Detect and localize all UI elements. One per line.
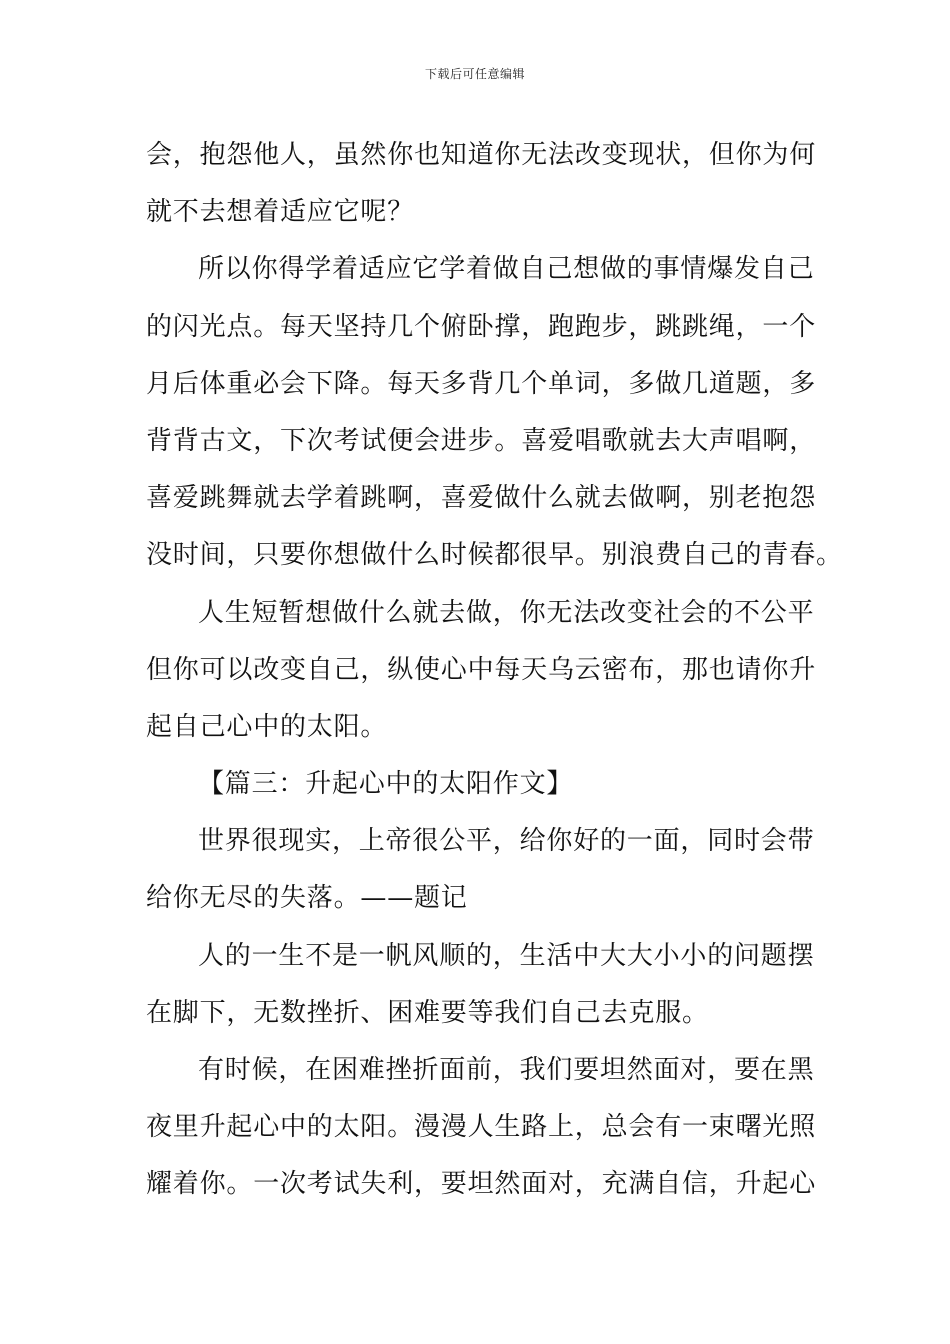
text-line: 月后体重必会下降。每天多背几个单词，多做几道题，多	[146, 368, 817, 399]
text-line: 的闪光点。每天坚持几个俯卧撑，跑跑步，跳跳绳，一个	[146, 311, 817, 342]
paragraph-start-line: 世界很现实，上帝很公平，给你好的一面，同时会带	[198, 826, 815, 857]
text-line: 就不去想着适应它呢？	[146, 197, 415, 228]
text-line: 背背古文，下次考试便会进步。喜爱唱歌就去大声唱啊，	[146, 425, 817, 456]
text-line: 在脚下，无数挫折、困难要等我们自己去克服。	[146, 997, 709, 1028]
page-header: 下载后可任意编辑	[424, 67, 525, 81]
paragraph-start-line: 所以你得学着适应它学着做自己想做的事情爆发自己	[198, 254, 815, 285]
text-line: 没时间，只要你想做什么时候都很早。别浪费自己的青春。	[146, 540, 843, 571]
document-body	[146, 127, 843, 1214]
text-line: 但你可以改变自己，纵使心中每天乌云密布，那也请你升	[146, 654, 817, 685]
section-heading: 【篇三：升起心中的太阳作文】	[198, 769, 574, 800]
text-line: 夜里升起心中的太阳。漫漫人生路上，总会有一束曙光照	[146, 1112, 817, 1143]
paragraph-start-line: 有时候，在困难挫折面前，我们要坦然面对，要在黑	[198, 1055, 815, 1085]
text-line: 耀着你。一次考试失利，要坦然面对，充满自信，升起心	[146, 1169, 817, 1200]
text-line: 给你无尽的失落。——题记	[146, 883, 468, 914]
paragraph-start-line: 人的一生不是一帆风顺的，生活中大大小小的问题摆	[198, 940, 815, 971]
text-line: 喜爱跳舞就去学着跳啊，喜爱做什么就去做啊，别老抱怨	[146, 483, 817, 514]
text-line: 起自己心中的太阳。	[146, 711, 388, 742]
paragraph-start-line: 人生短暂想做什么就去做，你无法改变社会的不公平	[198, 597, 815, 628]
text-line: 会，抱怨他人，虽然你也知道你无法改变现状，但你为何	[146, 140, 817, 170]
